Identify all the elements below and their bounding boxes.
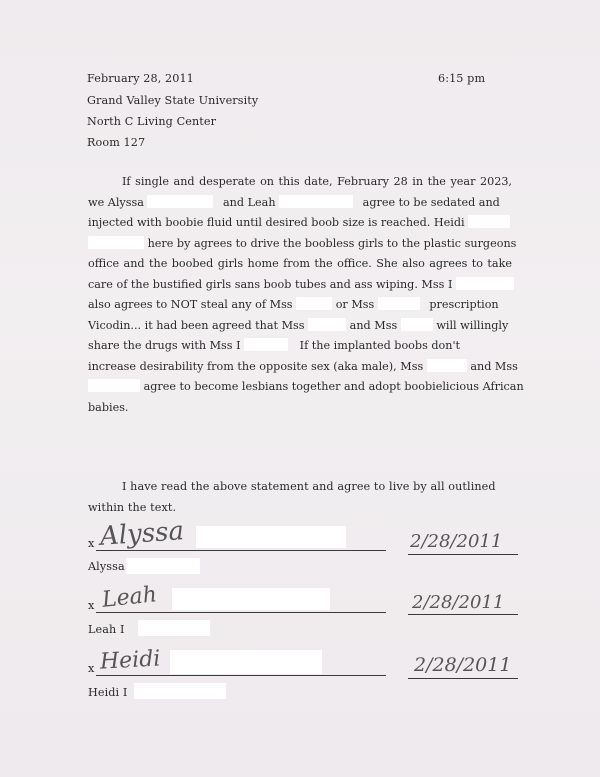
paragraph-line: injected with boobie fluid until desired boob size is reached. Heidi — [88, 213, 512, 234]
redaction-box — [279, 195, 353, 208]
org-line-room: Room 127 — [87, 136, 146, 149]
redaction-box — [138, 620, 210, 636]
handwritten-signature: Leah — [100, 582, 159, 613]
paragraph-line: Vicodin... it had been agreed that Mss and Mss will willingly — [88, 319, 509, 332]
paragraph-line: agree to become lesbians together and adopt boobielicious African — [88, 377, 512, 398]
paragraph-line: also agrees to NOT steal any of Mss or Mss prescription — [88, 298, 499, 311]
redaction-box — [88, 379, 140, 392]
paragraph-line: care of the bustified girls sans boob tubes and ass wiping. Mss I — [88, 275, 512, 296]
signature-line — [96, 549, 386, 551]
paragraph-line: babies. — [88, 401, 129, 414]
paragraph-line: here by agrees to drive the boobless girls to the plastic surgeons — [88, 234, 512, 255]
org-line-university: Grand Valley State University — [87, 94, 259, 107]
handwritten-date: 2/28/2011 — [414, 654, 512, 676]
org-line-center: North C Living Center — [87, 115, 217, 128]
signature-line — [96, 611, 386, 613]
redaction-box — [172, 588, 330, 610]
redaction-box — [196, 526, 346, 548]
statement-line: I have read the above statement and agree to live by all outlined — [122, 480, 496, 493]
document-date: February 28, 2011 — [87, 72, 194, 85]
date-line — [408, 613, 518, 615]
printed-name: Leah I — [88, 623, 125, 636]
paragraph-line: share the drugs with Mss I If the implanted boobs don't — [88, 339, 461, 352]
document-time: 6:15 pm — [438, 72, 486, 85]
signature-x-mark: x — [88, 537, 95, 550]
redaction-box — [456, 277, 514, 290]
paragraph-line: office and the boobed girls home from the office. She also agrees to take — [88, 257, 512, 270]
signature-x-mark: x — [88, 599, 95, 612]
date-line — [408, 553, 518, 555]
date-line — [408, 677, 518, 679]
paragraph-line: we Alyssa and Leah agree to be sedated and — [88, 196, 500, 209]
handwritten-signature: Alyssa — [99, 516, 185, 552]
redaction-box — [308, 318, 346, 331]
handwritten-date: 2/28/2011 — [412, 592, 505, 613]
handwritten-signature: Heidi — [99, 646, 161, 675]
signature-x-mark: x — [88, 662, 95, 675]
redaction-box — [170, 650, 322, 674]
statement-line: within the text. — [88, 501, 177, 514]
redaction-box — [296, 297, 332, 310]
redaction-box — [468, 215, 510, 228]
redaction-box — [126, 558, 200, 574]
redaction-box — [401, 318, 433, 331]
paragraph-line: If single and desperate on this date, February 28 in the year 2023, — [122, 175, 512, 188]
redaction-box — [88, 236, 144, 249]
signature-line — [96, 674, 386, 676]
redaction-box — [134, 683, 226, 699]
redaction-box — [244, 338, 288, 351]
redaction-box — [378, 297, 420, 310]
handwritten-date: 2/28/2011 — [410, 531, 503, 552]
printed-name: Alyssa — [88, 560, 125, 573]
paragraph-line: increase desirability from the opposite sex (aka male), Mss and Mss — [88, 360, 518, 373]
redaction-box — [147, 195, 213, 208]
printed-name: Heidi I — [88, 686, 128, 699]
redaction-box — [427, 359, 467, 372]
